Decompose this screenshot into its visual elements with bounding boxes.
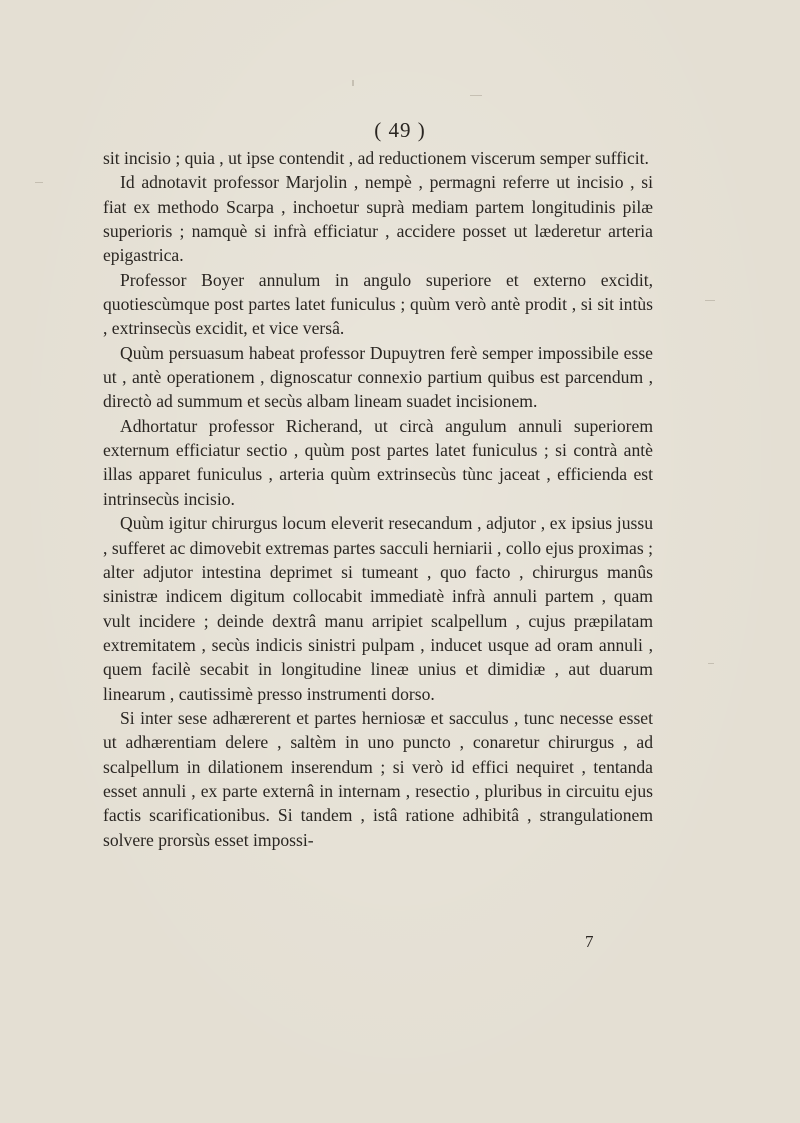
paragraph: Quùm persuasum habeat professor Dupuytren ferè semper impossibile esse ut , antè operationem , dignoscatur connexio partium quibus est parcendum , directò ad summum et secùs albam lineam suadet incisionem. [103, 342, 653, 412]
page-number-header: ( 49 ) [374, 118, 426, 142]
paragraph: Adhortatur professor Richerand, ut circà angulum annuli superiorem externum efficiatur sectio , quùm post partes latet funiculus ; si contrà antè illas apparet funiculus , arteria quùm extrinsecùs tùnc jaceat , efficienda est intrinsecùs incisio. [103, 415, 653, 509]
paragraph: Quùm igitur chirurgus locum eleverit resecandum , adjutor , ex ipsius jussu , sufferet ac dimovebit extremas partes sacculi herniarii , collo ejus proximas ; alter adjutor intestina deprimet si tumeant , quo facto , chirurgus manûs sinistræ indicem digitum collocabit immediatè infrà annuli partem , quam vult incidere ; deinde dextrâ manu arripiet scalpellum , cujus præpilatam extremitatem , secùs indicis sinistri pulpam , inducet usque ad oram annuli , quem facilè secabit in longitudine lineæ unius et dimidiæ , aut duarum linearum , cautissimè presso instrumenti dorso. [103, 513, 653, 704]
body-text [103, 146, 653, 852]
paper-speck [352, 80, 354, 86]
paragraph: Id adnotavit professor Marjolin , nempè , permagni referre ut incisio , si fiat ex methodo Scarpa , inchoetur suprà mediam partem longitudinis pilæ superioris ; namquè si infrà efficiatur , accidere posset ut læderetur arteria epigastrica. [103, 172, 653, 266]
paragraph: Si inter sese adhærerent et partes herniosæ et sacculus , tunc necesse esset ut adhærentiam delere , saltèm in uno puncto , conaretur chirurgus , ad scalpellum in dilationem inserendum ; si verò id effici nequiret , tentanda esset annuli , ex parte externâ in internam , resectio , pluribus in circuitu ejus factis scarificationibus. Si tandem , istâ ratione adhibitâ , strangulationem solvere prorsùs esset impossi- [103, 707, 653, 850]
signature-mark: 7 [585, 932, 594, 951]
paper-speck [708, 663, 714, 664]
paragraph: sit incisio ; quia , ut ipse contendit , ad reductionem viscerum semper sufficit. [103, 148, 649, 168]
paragraph: Professor Boyer annulum in angulo superiore et externo excidit, quotiescùmque post partes latet funiculus ; quùm verò antè prodit , si sit intùs , extrinsecùs excidit, et vice versâ. [103, 269, 653, 339]
paper-speck [35, 182, 43, 183]
paper-speck [705, 300, 715, 301]
paper-speck [470, 95, 482, 96]
